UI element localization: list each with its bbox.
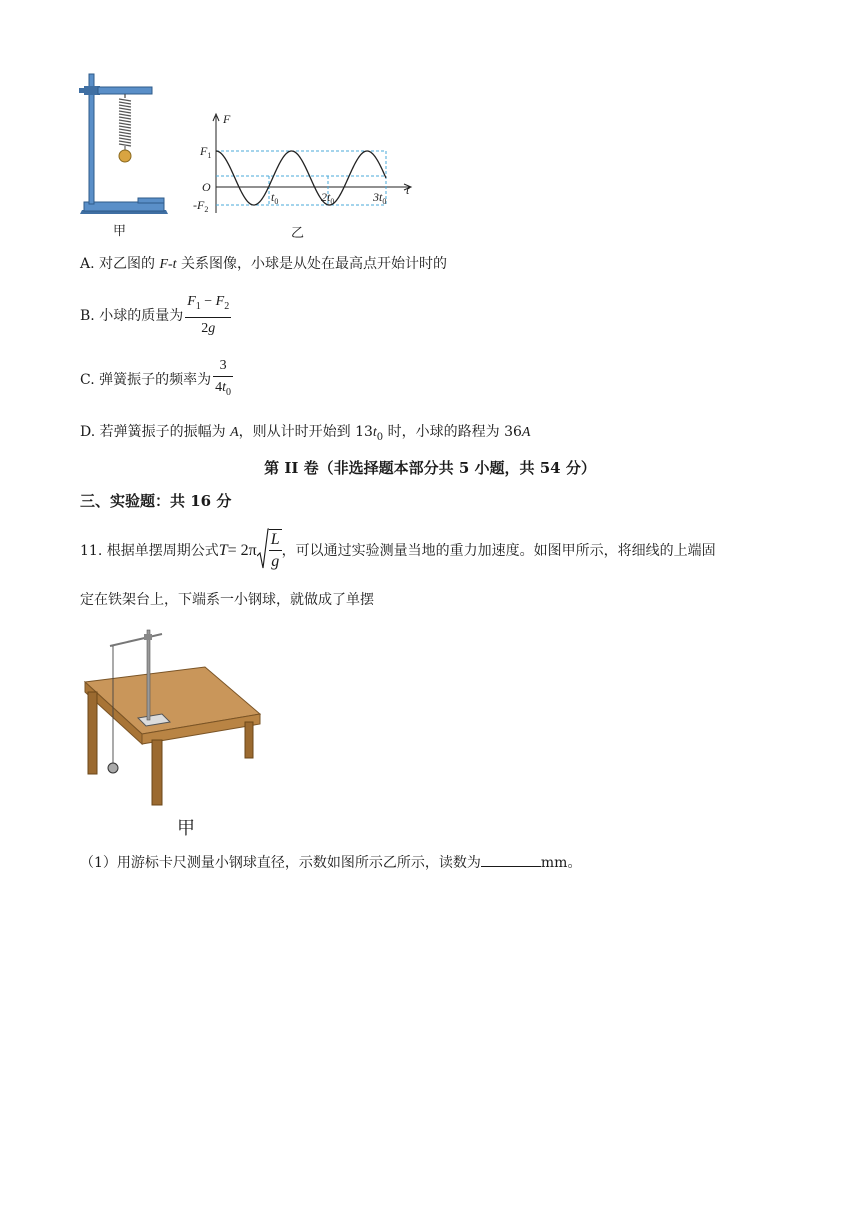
q11-g-var: g [271, 553, 280, 570]
b-den-g: g [208, 320, 216, 336]
tick-2t0-label: $2t_0$ [321, 190, 335, 206]
b-num-f1-sub: 1 [195, 300, 201, 312]
option-d-text-2: ，则从计时开始到 13 [238, 424, 373, 440]
sqrt-radical-icon [257, 528, 269, 574]
q11-eq: = 2π [227, 542, 257, 559]
force-time-graph [190, 110, 420, 215]
q11-text-1: 11. 根据单摆周期公式 [80, 543, 219, 559]
f2-label: $-F_2$ [193, 198, 209, 214]
option-a [80, 254, 447, 275]
c-den-sub: 0 [226, 386, 232, 398]
figure-label-jia-top: 甲 [113, 224, 127, 239]
spring-coil [119, 99, 131, 146]
option-d-text-1: D. 若弹簧振子的振幅为 [80, 424, 231, 440]
axis-t-label: t [406, 183, 410, 197]
option-c-fraction [213, 356, 233, 404]
option-b-fraction [185, 292, 231, 340]
subquestion-1 [80, 852, 581, 873]
q11-text-2: ，可以通过实验测量当地的重力加速度。如图甲所示，将细线的上端固 [281, 543, 716, 559]
force-curve [216, 151, 386, 205]
question-11-line2: 定在铁架台上，下端系一小钢球，就做成了单摆 [80, 592, 374, 608]
option-d-a2: A [521, 425, 531, 440]
b-den-2: 2 [201, 320, 209, 336]
b-num-minus: − [200, 294, 216, 309]
option-a-text-2: 关系图像，小球是从处在最高点开始计时的 [176, 256, 448, 272]
b-num-f2-sub: 2 [224, 300, 230, 312]
option-d-text-3: 时，小球的路程为 36 [383, 424, 522, 440]
figure-label-yi: 乙 [291, 226, 305, 241]
option-d [80, 422, 530, 448]
c-den-t: t [222, 380, 227, 395]
question-11-line1 [80, 528, 716, 574]
option-c [80, 356, 235, 404]
c-num: 3 [213, 356, 233, 377]
pendulum-ball [108, 763, 118, 773]
subq1-text-2: mm。 [540, 855, 582, 871]
q11-t-var: T [218, 542, 228, 559]
option-a-text-1: A. 对乙图的 [80, 256, 160, 272]
c-den-4: 4 [215, 380, 223, 395]
sqrt-sign [257, 528, 282, 574]
q11-fraction [269, 529, 282, 574]
ball [119, 150, 131, 162]
figure-label-jia-bottom: 甲 [177, 818, 195, 839]
section-title: 第 II 卷（非选择题本部分共 5 小题，共 54 分） [264, 459, 596, 477]
answer-blank[interactable] [481, 852, 541, 867]
option-b-text: B. 小球的质量为 [80, 307, 184, 324]
pendulum-table-figure [80, 622, 265, 812]
option-b [80, 292, 233, 340]
option-d-t: t [372, 425, 377, 440]
option-d-a: A [230, 425, 239, 440]
tick-t0-label: $t_0$ [271, 190, 279, 206]
spring-stand-figure [76, 70, 176, 218]
tick-3t0-label: $3t_0$ [373, 190, 387, 206]
f1-label: $F_1$ [200, 144, 212, 160]
axis-f-label: F [223, 112, 231, 126]
origin-label: O [202, 180, 211, 194]
part-heading: 三、实验题：共 16 分 [80, 492, 232, 510]
b-num-f1: F [187, 294, 196, 309]
b-num-f2: F [215, 294, 225, 309]
subq1-text-1: （1）用游标卡尺测量小钢球直径，示数如图所示乙所示，读数为 [80, 855, 481, 871]
q11-l-var: L [269, 530, 282, 551]
option-c-text: C. 弹簧振子的频率为 [80, 371, 212, 388]
option-a-math: F-t [159, 257, 177, 272]
option-d-t-sub: 0 [376, 431, 384, 443]
